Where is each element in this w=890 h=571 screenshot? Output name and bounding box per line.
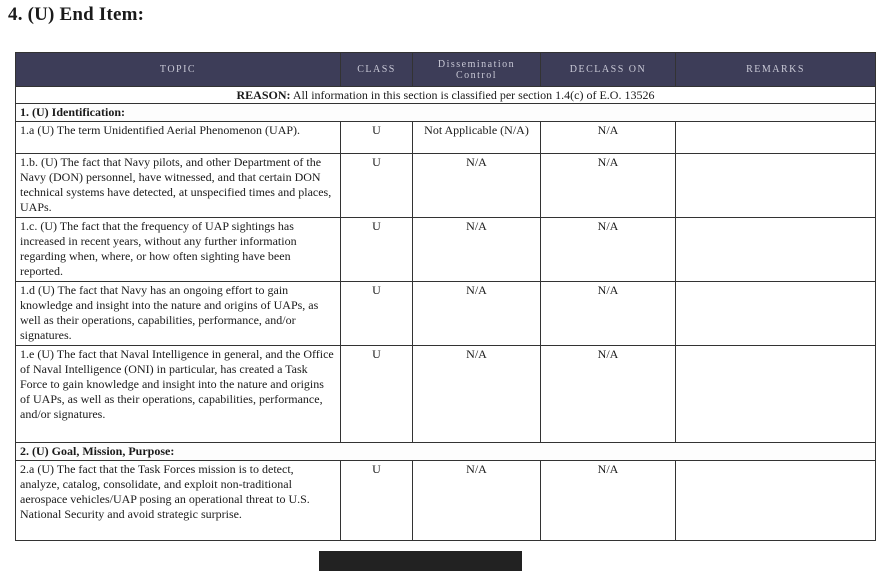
declass-cell: N/A <box>541 122 676 154</box>
declass-cell: N/A <box>541 461 676 541</box>
redaction-bar <box>319 551 522 571</box>
remarks-cell <box>676 154 876 218</box>
reason-cell <box>16 87 876 104</box>
remarks-cell <box>676 461 876 541</box>
table-row <box>16 218 876 282</box>
header-dissemination-line2: Control <box>455 69 498 81</box>
dissemination-cell: N/A <box>413 346 541 443</box>
dissemination-cell: Not Applicable (N/A) <box>413 122 541 154</box>
reason-text: All information in this section is classified per section 1.4(c) of E.O. 13526 <box>290 88 655 102</box>
table-row <box>16 282 876 346</box>
declass-cell: N/A <box>541 282 676 346</box>
dissemination-cell: N/A <box>413 461 541 541</box>
class-cell: U <box>341 122 413 154</box>
section-heading: 4. (U) End Item: <box>8 4 145 25</box>
declass-cell: N/A <box>541 346 676 443</box>
remarks-cell <box>676 122 876 154</box>
dissemination-cell: N/A <box>413 154 541 218</box>
topic-cell: 1.e (U) The fact that Naval Intelligence in general, and the Office of Naval Intelligence (ONI) in particular, has created a Task Force to gain knowledge and insight into the nature and origins of UAPs, as well as their operations, capabilities, performance, and/or signatures. <box>16 346 341 443</box>
remarks-cell <box>676 282 876 346</box>
header-topic: TOPIC <box>16 53 341 87</box>
class-cell: U <box>341 346 413 443</box>
header-declass-on: DECLASS ON <box>541 53 676 87</box>
topic-cell: 2.a (U) The fact that the Task Forces mission is to detect, analyze, catalog, consolidate, and exploit non-traditional aerospace vehicles/UAP posing an operational threat to U.S. National Security and avoid strategic surprise. <box>16 461 341 541</box>
class-cell: U <box>341 282 413 346</box>
dissemination-cell: N/A <box>413 218 541 282</box>
classification-guide-table <box>15 52 876 541</box>
header-dissemination-line1: Dissemination <box>437 58 516 70</box>
class-cell: U <box>341 154 413 218</box>
topic-cell: 1.a (U) The term Unidentified Aerial Phenomenon (UAP). <box>16 122 341 154</box>
table-row <box>16 154 876 218</box>
topic-cell: 1.d (U) The fact that Navy has an ongoing effort to gain knowledge and insight into the nature and origins of UAPs, as well as their operations, capabilities, performance, and/or signatures. <box>16 282 341 346</box>
topic-cell: 1.c. (U) The fact that the frequency of UAP sightings has increased in recent years, without any further information regarding when, where, or how often sighting have been reported. <box>16 218 341 282</box>
remarks-cell <box>676 218 876 282</box>
dissemination-cell: N/A <box>413 282 541 346</box>
header-remarks: REMARKS <box>676 53 876 87</box>
remarks-cell <box>676 346 876 443</box>
class-cell: U <box>341 218 413 282</box>
table-row <box>16 461 876 541</box>
declass-cell: N/A <box>541 218 676 282</box>
section-title: 1. (U) Identification: <box>16 104 876 122</box>
reason-row <box>16 87 876 104</box>
reason-label: REASON: <box>236 88 291 102</box>
section-header-row <box>16 104 876 122</box>
table-row <box>16 346 876 443</box>
section-title: 2. (U) Goal, Mission, Purpose: <box>16 443 876 461</box>
table-row <box>16 122 876 154</box>
table-header-row <box>16 53 876 87</box>
declass-cell: N/A <box>541 154 676 218</box>
topic-cell: 1.b. (U) The fact that Navy pilots, and other Department of the Navy (DON) personnel, have witnessed, and that certain DON technical systems have detected, at unspecified times and places, UAPs. <box>16 154 341 218</box>
section-header-row <box>16 443 876 461</box>
header-dissemination-control <box>413 53 541 87</box>
class-cell: U <box>341 461 413 541</box>
header-class: CLASS <box>341 53 413 87</box>
